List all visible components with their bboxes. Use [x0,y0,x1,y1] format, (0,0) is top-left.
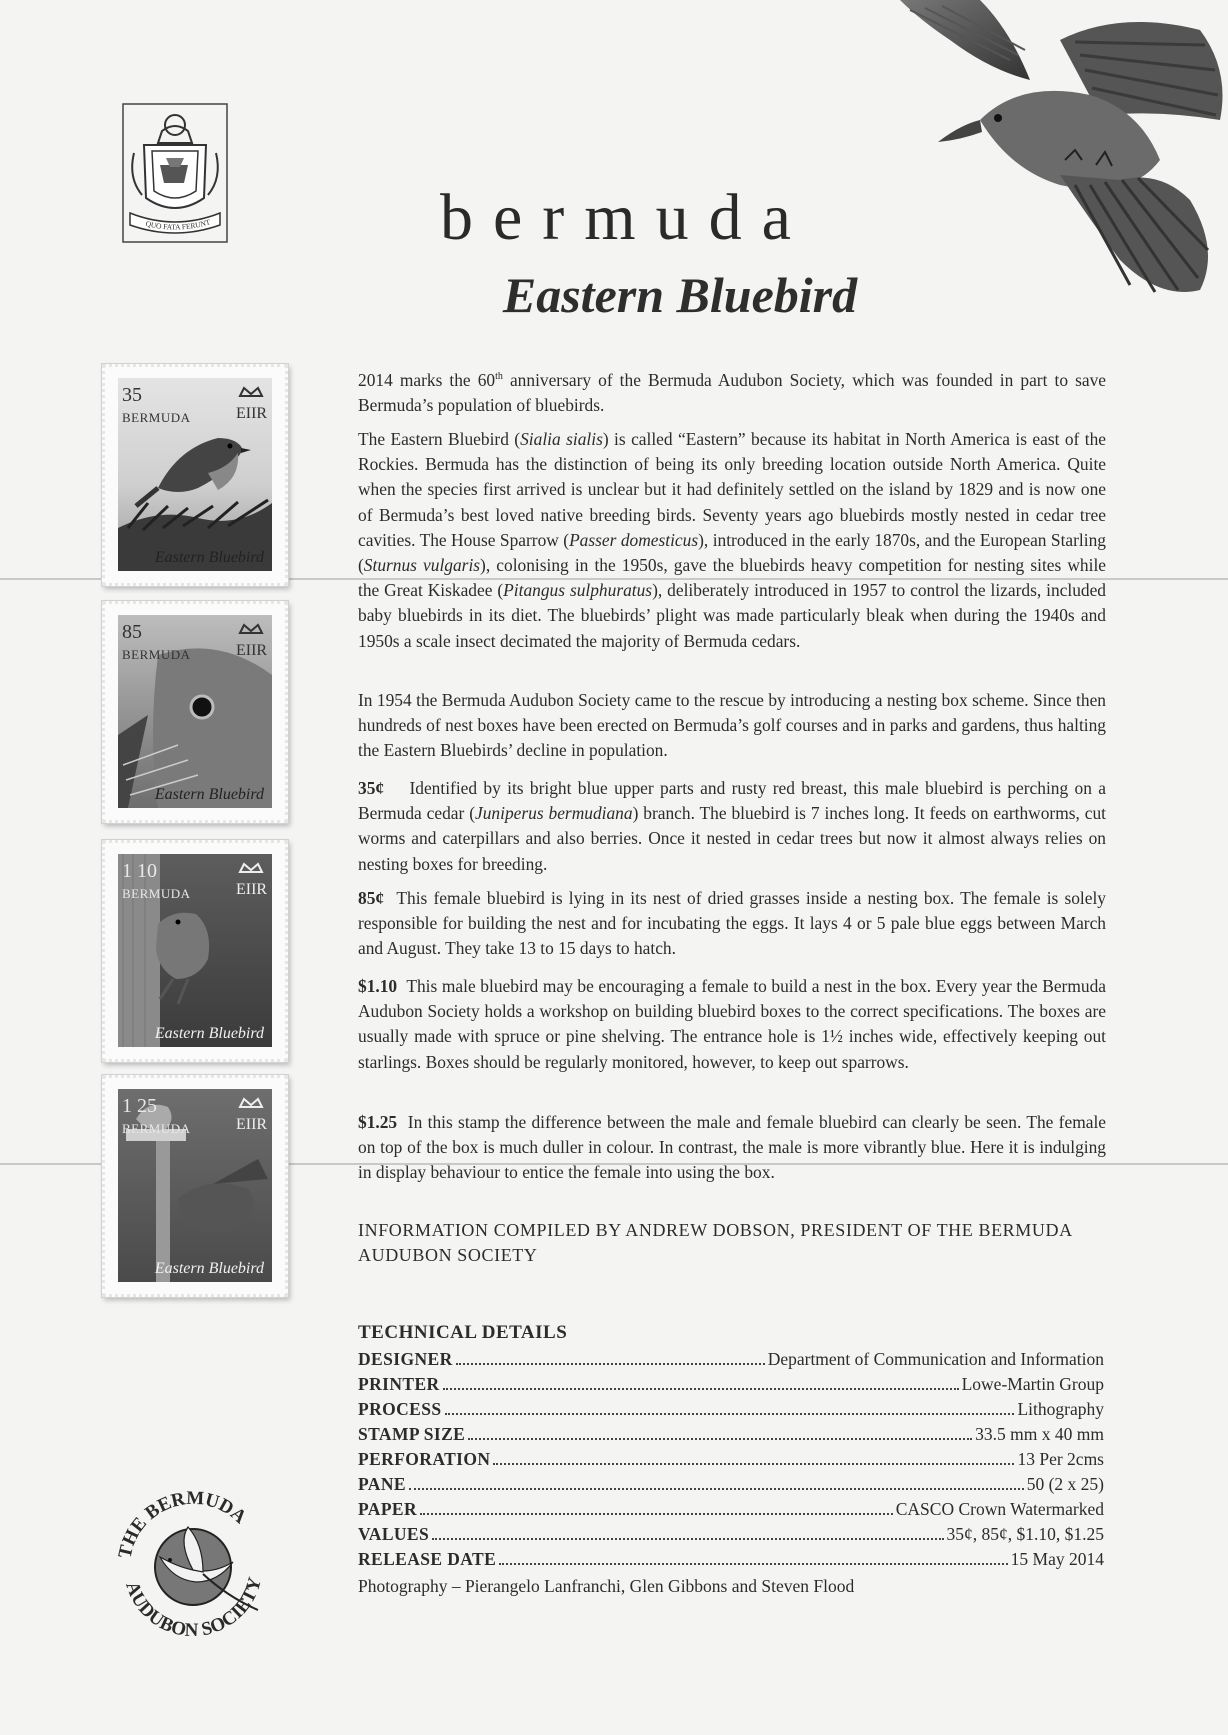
stamp-value: 35 [122,384,142,406]
stamp-85 [102,601,288,823]
detail-label: RELEASE DATE [358,1549,497,1569]
scientific-name: Passer domesticus [569,529,699,550]
detail-label: PRINTER [358,1374,440,1394]
dot-leader [432,1538,943,1540]
detail-label: PANE [358,1474,406,1494]
detail-row-perforation [358,1449,1104,1474]
stamp-value-label: $1.10 [358,976,398,996]
description-text: ) branch. The bluebird is 7 inches long. It feeds on earthworms, cut worms and caterpillars and also berries. Once it nested in cedar trees but now it almost always relies on nesting boxes for breeding. [358,803,1106,874]
crest-motto: QUO FATA FERUNT [144,217,212,232]
audubon-society-logo [108,1482,278,1652]
stamp-110-description [358,974,1106,1075]
page-title: bermuda [440,181,811,254]
history-text: ) is called “Eastern” because its habitat in North America is east of the Rockies. Bermuda has the distinction of being its only breeding location outside North America. Quite when the species first arrived is unclear but it had definitely settled on the island by 1829 and is now one of Bermuda’s best loved native breeding birds. Seventy years ago bluebirds mostly nested in cedar tree cavities. The House Sparrow ( [358,429,1106,550]
stamp-caption: Eastern Bluebird [154,1025,264,1042]
crown-icon [234,382,268,422]
detail-label: STAMP SIZE [358,1424,466,1444]
dot-leader [420,1513,893,1515]
rescue-paragraph [358,688,1106,764]
intro-text: 2014 marks the 60 [358,369,496,390]
stamp-35 [102,364,288,586]
stamp-image [118,854,272,1047]
dot-leader [443,1388,959,1390]
stamp-country: BERMUDA [122,1121,191,1136]
stamp-cypher: EIIR [236,1116,268,1133]
dot-leader [445,1413,1015,1415]
history-paragraph [358,427,1106,654]
stamp-country: BERMUDA [122,886,191,901]
stamp-value: 1 25 [122,1095,157,1117]
dot-leader [409,1488,1024,1490]
detail-label: PERFORATION [358,1449,491,1469]
detail-value: CASCO Crown Watermarked [895,1499,1104,1519]
description-text: This male bluebird may be encouraging a female to build a nest in the box. Every year the Bermuda Audubon Society holds a workshop on building bluebird boxes to the correct specifications. The boxes are usually made with spruce or pine shelving. The entrance hole is 1½ inches wide, effectively keeping out starlings. Boxes should be regularly monitored, however, to keep out sparrows. [358,976,1106,1072]
stamp-caption: Eastern Bluebird [154,1260,264,1277]
detail-value: Department of Communication and Information [767,1349,1104,1369]
description-text: This female bluebird is lying in its nest of dried grasses inside a nesting box. The female is solely responsible for building the nest and for incubating the eggs. It lays 4 or 5 pale blue eggs between March and August. They take 13 to 15 days to hatch. [358,888,1106,959]
detail-value: 50 (2 x 25) [1026,1474,1104,1494]
detail-row-printer [358,1374,1104,1399]
ordinal-suffix: th [495,371,503,382]
bermuda-coat-of-arms [122,103,228,243]
detail-label: PAPER [358,1499,418,1519]
crown-icon [234,858,268,898]
stamp-cypher: EIIR [236,881,268,898]
flying-bluebird-illustration [860,0,1228,305]
page-subtitle: Eastern Bluebird [502,267,858,323]
stamp-125 [102,1075,288,1297]
detail-label: DESIGNER [358,1349,453,1369]
scientific-name: Sialia sialis [520,429,603,449]
logo-top-text: THE BERMUDA [114,1487,251,1561]
dot-leader [456,1363,765,1365]
stamp-110 [102,840,288,1062]
detail-row-process [358,1399,1104,1424]
photography-credit: Photography – Pierangelo Lanfranchi, Glen Gibbons and Steven Flood [358,1576,855,1596]
crown-icon [234,619,268,659]
detail-row-release-date [358,1549,1104,1574]
detail-value: Lowe-Martin Group [961,1374,1104,1394]
technical-details [358,1322,1104,1597]
history-text: ), introduced in the early 1870s, and the European Starling ( [358,529,1106,576]
technical-details-heading: TECHNICAL DETAILS [358,1322,568,1343]
stamp-cypher: EIIR [236,642,268,659]
detail-value: 15 May 2014 [1010,1549,1104,1569]
history-text: ), colonising in the 1950s, gave the bluebirds heavy competition for nesting sites while the Great Kiskadee ( [358,555,1106,601]
dot-leader [499,1563,1007,1565]
dot-leader [493,1463,1014,1465]
stamp-125-description [358,1110,1106,1186]
rescue-text: In 1954 the Bermuda Audubon Society came to the rescue by introducing a nesting box scheme. Since then hundreds of nest boxes have been erected on Bermuda’s golf courses and in parks and gardens, thus halting the Eastern Bluebirds’ decline in population. [358,690,1106,761]
stamp-image [118,378,272,571]
scientific-name: Pitangus sulphuratus [503,580,653,601]
intro-paragraph [358,364,1106,418]
stamp-caption: Eastern Bluebird [154,549,264,566]
description-text: In this stamp the difference between the male and female bluebird can clearly be seen. The female on top of the box is much duller in colour. In contrast, the male is more vibrantly blue. Here it is indulging in display behaviour to entice the female into using the box. [358,1112,1106,1183]
stamp-country: BERMUDA [122,647,191,662]
stamp-value-label: $1.25 [358,1112,398,1132]
detail-row-stamp-size [358,1424,1104,1449]
stamp-value-label: 85¢ [358,888,385,908]
detail-label: PROCESS [358,1399,442,1419]
scientific-name: Juniperus bermudiana [475,803,633,824]
stamp-85-description [358,886,1106,962]
history-text: The Eastern Bluebird ( [358,429,521,449]
detail-row-paper [358,1499,1104,1524]
scientific-name: Sturnus vulgaris [363,555,481,576]
detail-value: Lithography [1017,1399,1104,1419]
logo-bottom-text: AUDUBON SOCIETY [121,1575,266,1642]
intro-text-continued: anniversary of the Bermuda Audubon Society, which was founded in part to save Bermuda’s population of bluebirds. [358,369,1106,415]
stamp-value: 85 [122,621,142,643]
history-text: ), deliberately introduced in 1957 to control the lizards, included baby bluebirds in its diet. The bluebirds’ plight was made particularly bleak when during the 1940s and 1950s a scale insect decimated the majority of Bermuda cedars. [358,580,1107,651]
stamp-image [118,615,272,808]
description-text: Identified by its bright blue upper parts and rusty red breast, this male bluebird is perching on a Bermuda cedar ( [358,778,1106,824]
compiled-by-credit: INFORMATION COMPILED BY ANDREW DOBSON, PRESIDENT OF THE BERMUDA AUDUBON SOCIETY [358,1220,1072,1265]
stamp-country: BERMUDA [122,410,191,425]
detail-value: 13 Per 2cms [1017,1449,1104,1469]
stamp-value-label: 35¢ [358,778,385,798]
detail-label: VALUES [358,1524,430,1544]
stamp-caption: Eastern Bluebird [154,786,264,803]
detail-value: 35¢, 85¢, $1.10, $1.25 [946,1524,1104,1544]
detail-row-pane [358,1474,1104,1499]
detail-row-values [358,1524,1104,1549]
stamp-image [118,1089,272,1282]
stamp-35-description [358,776,1106,877]
stamp-cypher: EIIR [236,405,268,422]
detail-value: 33.5 mm x 40 mm [975,1424,1104,1444]
crown-icon [234,1093,268,1133]
dot-leader [468,1438,972,1440]
detail-row-designer [358,1349,1104,1374]
stamp-value: 1 10 [122,860,157,882]
